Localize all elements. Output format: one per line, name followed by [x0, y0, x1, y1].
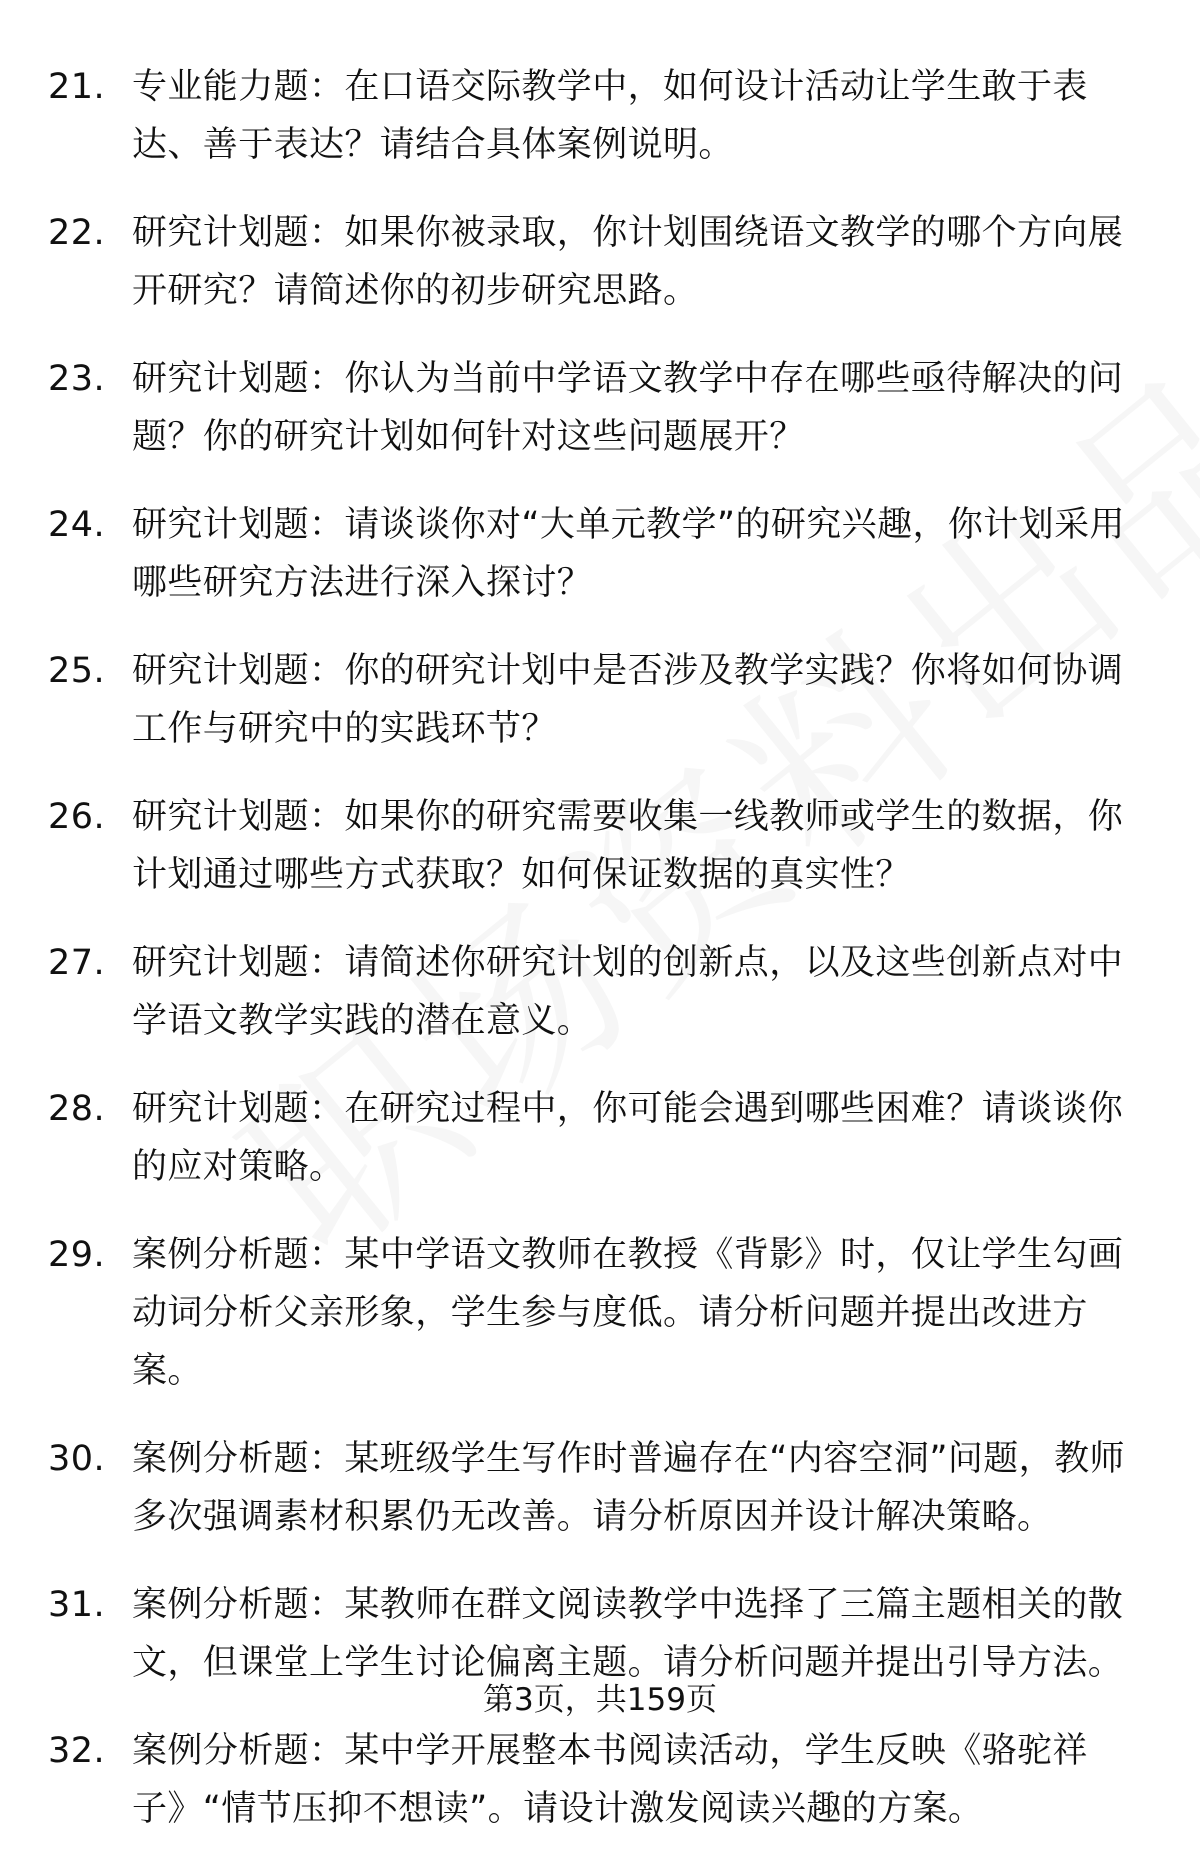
question-text: 研究计划题：请简述你研究计划的创新点，以及这些创新点对中学语文教学实践的潜在意义。 — [132, 943, 1124, 1041]
question-number: 23. — [48, 359, 106, 399]
page-footer: 第3页，共159页 — [483, 1682, 717, 1718]
question-item-21 — [48, 58, 1158, 174]
question-text: 研究计划题：你的研究计划中是否涉及教学实践？你将如何协调工作与研究中的实践环节？ — [132, 651, 1124, 749]
question-number: 24. — [48, 505, 106, 545]
question-text: 研究计划题：你认为当前中学语文教学中存在哪些亟待解决的问题？你的研究计划如何针对这些问题展开？ — [132, 359, 1124, 457]
question-number: 22. — [48, 213, 106, 253]
question-text: 案例分析题：某中学开展整本书阅读活动，学生反映《骆驼祥子》“情节压抑不想读”。请设计激发阅读兴趣的方案。 — [132, 1731, 1088, 1829]
question-item-32 — [48, 1722, 1158, 1838]
question-item-30 — [48, 1430, 1158, 1546]
question-item-25 — [48, 642, 1158, 758]
question-text: 专业能力题：在口语交际教学中，如何设计活动让学生敢于表达、善于表达？请结合具体案例说明。 — [132, 67, 1088, 165]
question-number: 25. — [48, 651, 106, 691]
question-item-28 — [48, 1080, 1158, 1196]
question-text: 案例分析题：某班级学生写作时普遍存在“内容空洞”问题，教师多次强调素材积累仍无改善。请分析原因并设计解决策略。 — [132, 1439, 1125, 1537]
question-item-26 — [48, 788, 1158, 904]
question-number: 27. — [48, 943, 106, 983]
question-number: 21. — [48, 67, 106, 107]
question-text: 研究计划题：在研究过程中，你可能会遇到哪些困难？请谈谈你的应对策略。 — [132, 1089, 1124, 1187]
question-text: 研究计划题：如果你的研究需要收集一线教师或学生的数据，你计划通过哪些方式获取？如何保证数据的真实性？ — [132, 797, 1124, 895]
question-item-31 — [48, 1576, 1158, 1692]
question-text: 研究计划题：如果你被录取，你计划围绕语文教学的哪个方向展开研究？请简述你的初步研究思路。 — [132, 213, 1124, 311]
question-text: 案例分析题：某中学语文教师在教授《背影》时，仅让学生勾画动词分析父亲形象，学生参与度低。请分析问题并提出改进方案。 — [132, 1235, 1124, 1391]
question-number: 32. — [48, 1731, 106, 1771]
question-number: 29. — [48, 1235, 106, 1275]
question-item-22 — [48, 204, 1158, 320]
question-number: 30. — [48, 1439, 106, 1479]
question-item-27 — [48, 934, 1158, 1050]
question-item-24 — [48, 496, 1158, 612]
question-text: 案例分析题：某教师在群文阅读教学中选择了三篇主题相关的散文，但课堂上学生讨论偏离主题。请分析问题并提出引导方法。 — [132, 1585, 1124, 1683]
question-number: 26. — [48, 797, 106, 837]
question-item-29 — [48, 1226, 1158, 1400]
question-list — [48, 58, 1158, 1868]
question-number: 31. — [48, 1585, 106, 1625]
question-item-23 — [48, 350, 1158, 466]
question-text: 研究计划题：请谈谈你对“大单元教学”的研究兴趣，你计划采用哪些研究方法进行深入探讨？ — [132, 505, 1125, 603]
question-number: 28. — [48, 1089, 106, 1129]
